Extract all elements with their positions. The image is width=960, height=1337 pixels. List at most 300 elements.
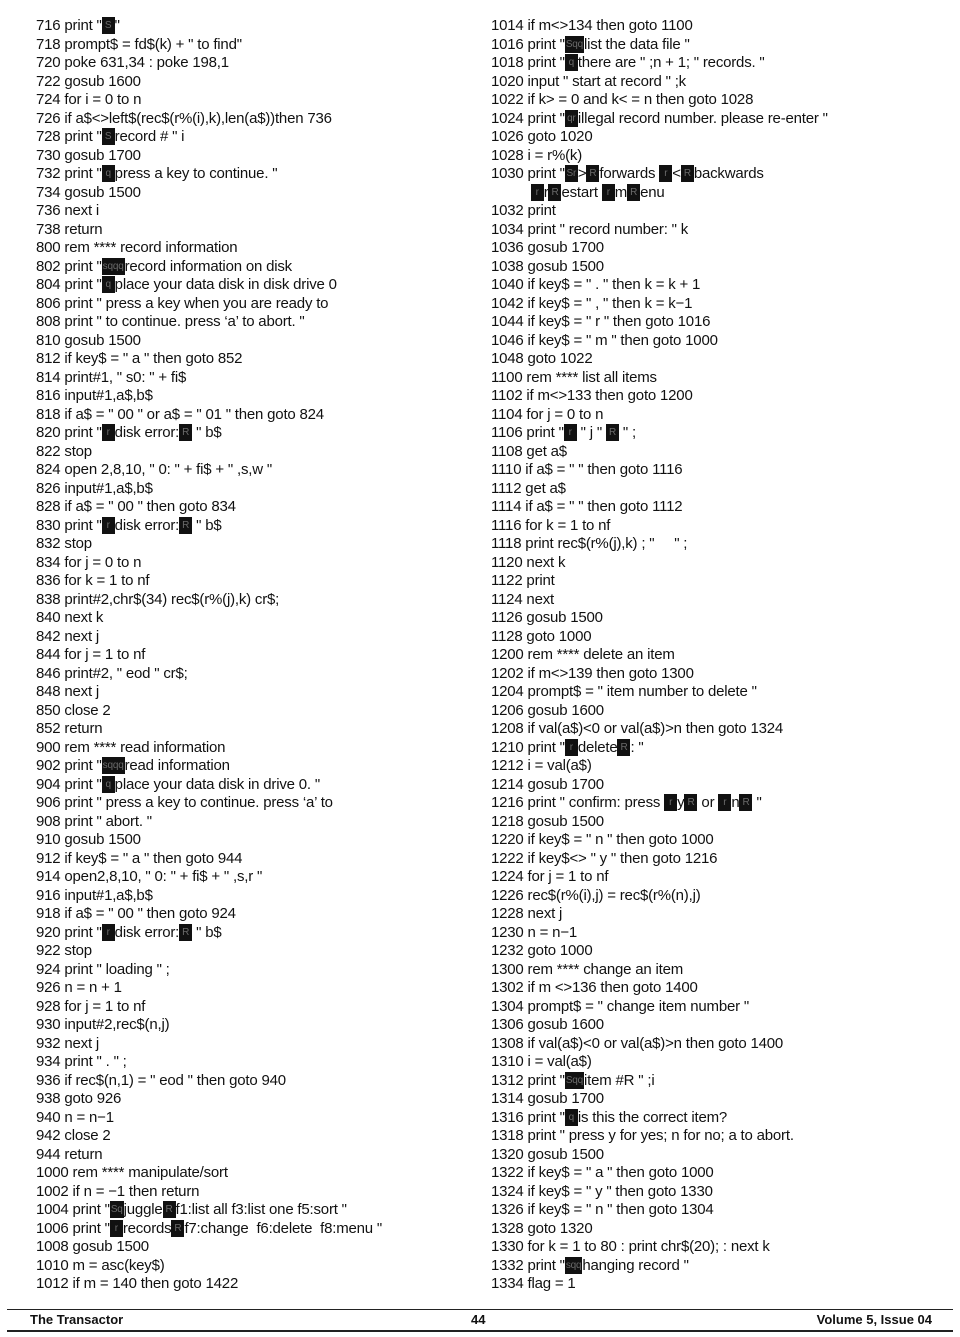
code-text: 1020 input " start at record " ;k — [491, 72, 686, 90]
code-text: 1106 print " — [491, 424, 564, 441]
code-text: disk error: — [114, 923, 180, 941]
code-text: disk error: — [114, 424, 180, 441]
code-text: 1330 for k = 1 to 80 : print chr$(20); : next k — [491, 1238, 770, 1255]
code-line — [491, 276, 931, 295]
code-line — [491, 1275, 931, 1294]
code-text: 734 gosub 1500 — [36, 183, 141, 201]
code-line — [36, 979, 466, 998]
code-text: 1126 gosub 1500 — [491, 609, 603, 626]
code-line — [36, 850, 466, 869]
code-text: read information — [124, 757, 230, 774]
control-char-glyph: R — [163, 1201, 176, 1218]
code-text: 1224 for j = 1 to nf — [491, 868, 609, 885]
code-line — [36, 221, 466, 240]
code-text: 722 gosub 1600 — [36, 72, 141, 90]
code-line — [36, 961, 466, 980]
code-text: 1014 if m<>134 then goto 1100 — [491, 17, 693, 34]
code-line — [491, 739, 931, 758]
code-text: 900 rem **** read information — [36, 738, 226, 756]
control-char-glyph: q — [565, 54, 578, 71]
code-text: 1120 next k — [491, 553, 566, 571]
code-text: 1016 print " — [491, 35, 565, 53]
code-line — [36, 942, 466, 961]
code-line — [491, 332, 931, 351]
code-text: there are " ;n + 1; " records. " — [577, 54, 765, 71]
code-text: " b$ — [192, 516, 222, 534]
code-text: > — [577, 165, 587, 182]
code-line — [491, 702, 931, 721]
code-line — [491, 443, 931, 462]
code-line — [491, 591, 931, 610]
control-char-glyph: Sqq — [565, 36, 584, 53]
code-line — [491, 1201, 931, 1220]
code-line — [491, 1220, 931, 1239]
control-char-glyph: r — [110, 1220, 123, 1237]
code-text: records — [122, 1219, 172, 1237]
code-text: 930 input#2,rec$(n,j) — [36, 1016, 170, 1033]
code-text: 1306 gosub 1600 — [491, 1016, 604, 1033]
code-line — [36, 1090, 466, 1109]
code-line — [36, 1275, 466, 1294]
code-line — [36, 702, 466, 721]
code-text: 1112 get a$ — [491, 479, 566, 497]
control-char-glyph: R — [179, 424, 192, 441]
code-line — [491, 461, 931, 480]
control-char-glyph: r — [718, 794, 731, 811]
control-char-glyph: r — [664, 794, 677, 811]
control-char-glyph: r — [602, 184, 615, 201]
code-line — [36, 54, 466, 73]
code-text: < — [672, 165, 681, 182]
code-line — [36, 1035, 466, 1054]
code-text: place your data disk in disk drive 0 — [114, 276, 337, 293]
code-text: 1114 if a$ = " " then goto 1112 — [491, 498, 683, 515]
code-text: 920 print " — [36, 923, 102, 941]
code-line — [36, 794, 466, 813]
code-text: 1110 if a$ = " " then goto 1116 — [491, 461, 683, 478]
footer-rule — [7, 1309, 953, 1310]
code-line — [491, 1183, 931, 1202]
code-line — [36, 147, 466, 166]
code-text: " — [114, 17, 120, 34]
code-line — [491, 239, 931, 258]
code-line — [491, 1238, 931, 1257]
code-line — [36, 535, 466, 554]
code-text: 810 gosub 1500 — [36, 331, 141, 349]
code-line — [491, 813, 931, 832]
code-text: 816 input#1,a$,b$ — [36, 387, 153, 404]
code-line — [491, 350, 931, 369]
code-text: 912 if key$ = " a " then goto 944 — [36, 849, 243, 867]
code-text: 826 input#1,a$,b$ — [36, 479, 153, 497]
code-text: 852 return — [36, 720, 103, 737]
code-line — [36, 1201, 466, 1220]
code-text: 836 for k = 1 to nf — [36, 572, 150, 589]
code-line — [36, 1053, 466, 1072]
code-text: 934 print " . " ; — [36, 1053, 127, 1070]
code-text: 834 for j = 0 to n — [36, 553, 142, 571]
code-line — [491, 924, 931, 943]
code-text: 940 n = n−1 — [36, 1108, 114, 1126]
code-text: 1042 if key$ = " , " then k = k−1 — [491, 294, 693, 312]
code-line — [36, 1257, 466, 1276]
code-line — [491, 1053, 931, 1072]
code-text: 824 open 2,8,10, " 0: " + fi$ + " ,s,w " — [36, 461, 272, 478]
code-text: 1210 print " — [491, 738, 565, 756]
code-line — [36, 128, 466, 147]
code-text: hanging record " — [582, 1256, 689, 1274]
code-line — [36, 776, 466, 795]
code-line — [36, 609, 466, 628]
code-line — [491, 794, 931, 813]
code-text: y — [677, 794, 685, 811]
code-text: 846 print#2, " eod " cr$; — [36, 664, 188, 682]
control-char-glyph: S — [102, 17, 115, 34]
code-line — [36, 443, 466, 462]
control-char-glyph: q — [102, 776, 115, 793]
code-text: " — [752, 794, 762, 811]
code-text: 842 next j — [36, 627, 100, 645]
code-text: 1318 print " press y for yes; n for no; a to abort. — [491, 1127, 794, 1144]
code-text: " j " — [576, 424, 606, 441]
code-line — [36, 646, 466, 665]
code-text: 806 print " press a key when you are ready to — [36, 294, 329, 312]
code-text: 1044 if key$ = " r " then goto 1016 — [491, 313, 711, 330]
code-line — [36, 1072, 466, 1091]
code-text: 1222 if key$<> " y " then goto 1216 — [491, 849, 718, 867]
code-line — [491, 1127, 931, 1146]
code-text: 1028 i = r%(k) — [491, 146, 582, 164]
code-line — [491, 683, 931, 702]
code-text: 1010 m = asc(key$) — [36, 1256, 165, 1274]
code-text: 1102 if m<>133 then goto 1200 — [491, 387, 693, 404]
code-line — [36, 332, 466, 351]
code-line — [491, 757, 931, 776]
code-line — [36, 110, 466, 129]
code-text: 726 if a$<>left$(rec$(r%(i),k),len(a$))then 736 — [36, 109, 332, 127]
control-char-glyph: r — [102, 924, 115, 941]
code-text: 916 input#1,a$,b$ — [36, 886, 153, 904]
code-line — [36, 998, 466, 1017]
code-text: 844 for j = 1 to nf — [36, 646, 146, 663]
control-char-glyph: r — [531, 184, 544, 201]
code-line — [491, 831, 931, 850]
code-text: 1326 if key$ = " n " then goto 1304 — [491, 1201, 714, 1218]
code-line — [491, 1257, 931, 1276]
code-text: 910 gosub 1500 — [36, 831, 141, 848]
code-text: 914 open2,8,10, " 0: " + fi$ + " ,s,r " — [36, 868, 263, 885]
code-text: 1124 next — [491, 590, 554, 608]
code-text: 724 for i = 0 to n — [36, 91, 142, 108]
code-text: 922 stop — [36, 942, 92, 959]
code-line — [36, 350, 466, 369]
code-line — [36, 313, 466, 332]
code-text: 926 n = n + 1 — [36, 979, 122, 996]
code-text: 1000 rem **** manipulate/sort — [36, 1164, 228, 1181]
control-char-glyph: r — [564, 424, 577, 441]
code-text: 848 next j — [36, 683, 100, 700]
code-text: forwards — [599, 165, 660, 182]
code-line — [36, 239, 466, 258]
code-text: 1038 gosub 1500 — [491, 257, 604, 275]
code-text: 1312 print " — [491, 1071, 565, 1089]
code-line — [491, 572, 931, 591]
code-line — [36, 572, 466, 591]
code-line — [491, 1146, 931, 1165]
code-text: 822 stop — [36, 442, 92, 460]
code-line — [36, 276, 466, 295]
control-char-glyph: r — [565, 739, 578, 756]
code-text: 1212 i = val(a$) — [491, 757, 592, 774]
code-text: is this the correct item? — [577, 1108, 728, 1126]
code-line — [491, 387, 931, 406]
code-text: 1202 if m<>139 then goto 1300 — [491, 664, 694, 682]
code-text: 1004 print " — [36, 1201, 110, 1218]
code-text: 1302 if m <>136 then goto 1400 — [491, 979, 698, 996]
code-line — [36, 369, 466, 388]
control-char-glyph: Sq — [110, 1201, 124, 1218]
code-line — [491, 646, 931, 665]
code-text: 938 goto 926 — [36, 1090, 122, 1107]
control-char-glyph: r — [102, 517, 115, 534]
code-line — [36, 165, 466, 184]
code-text: 1308 if val(a$)<0 or val(a$)>n then goto 1400 — [491, 1034, 784, 1052]
code-line — [36, 17, 466, 36]
code-text: 928 for j = 1 to nf — [36, 997, 146, 1015]
control-char-glyph: sqqq — [102, 757, 125, 774]
code-line — [36, 406, 466, 425]
code-text: 1026 goto 1020 — [491, 128, 593, 145]
code-text: 1314 gosub 1700 — [491, 1090, 604, 1107]
code-text: 800 rem **** record information — [36, 239, 238, 256]
code-line — [491, 165, 931, 184]
code-text: 1230 n = n−1 — [491, 923, 578, 941]
code-line — [36, 683, 466, 702]
code-text: 1046 if key$ = " m " then goto 1000 — [491, 331, 718, 349]
code-text: 1022 if k> = 0 and k< = n then goto 1028 — [491, 91, 754, 108]
code-line — [491, 406, 931, 425]
code-line — [36, 91, 466, 110]
code-text: 1104 for j = 0 to n — [491, 405, 604, 423]
code-text: 718 prompt$ = fd$(k) + " to find" — [36, 35, 242, 53]
code-text: f7:change f6:delete f8:menu " — [184, 1219, 383, 1237]
code-text: 1128 goto 1000 — [491, 627, 592, 645]
footer-rule — [7, 1330, 953, 1332]
code-line — [491, 868, 931, 887]
code-text: 1040 if key$ = " . " then k = k + 1 — [491, 276, 701, 293]
code-text: 1100 rem **** list all items — [491, 368, 657, 386]
code-line — [36, 720, 466, 739]
code-text: f1:list all f3:list one f5:sort " — [175, 1201, 347, 1218]
control-char-glyph: R — [171, 1220, 184, 1237]
code-line — [491, 91, 931, 110]
code-line — [36, 184, 466, 203]
code-text: 1108 get a$ — [491, 442, 567, 460]
code-line — [491, 424, 931, 443]
code-text: 1116 for k = 1 to nf — [491, 516, 611, 534]
code-text: 1048 goto 1022 — [491, 350, 593, 367]
control-char-glyph: R — [627, 184, 640, 201]
code-line — [491, 369, 931, 388]
code-line — [491, 17, 931, 36]
code-text: 1204 prompt$ = " item number to delete " — [491, 683, 757, 700]
code-text: 942 close 2 — [36, 1127, 111, 1144]
code-text: 838 print#2,chr$(34) rec$(r%(j),k) cr$; — [36, 590, 280, 608]
control-char-glyph: q — [565, 1109, 578, 1126]
code-line — [491, 979, 931, 998]
code-line — [491, 720, 931, 739]
code-text: 1226 rec$(r%(i),j) = rec$(r%(n),j) — [491, 886, 701, 904]
control-char-glyph: R — [586, 165, 599, 182]
code-line — [36, 813, 466, 832]
code-line — [36, 517, 466, 536]
code-text: : " — [630, 738, 644, 756]
code-text: r — [543, 183, 549, 201]
code-line — [491, 498, 931, 517]
code-text: 1030 print " — [491, 165, 565, 182]
code-line — [36, 628, 466, 647]
footer-page-number: 44 — [471, 1312, 486, 1327]
code-line — [36, 1109, 466, 1128]
code-line — [491, 850, 931, 869]
code-line — [36, 461, 466, 480]
control-char-glyph: R — [739, 794, 752, 811]
code-line — [491, 887, 931, 906]
code-line — [36, 1220, 466, 1239]
code-text: 1006 print " — [36, 1219, 110, 1237]
code-text: estart — [561, 183, 602, 201]
control-char-glyph: r — [659, 165, 672, 182]
code-text: 1218 gosub 1500 — [491, 812, 604, 830]
code-text: 720 poke 631,34 : poke 198,1 — [36, 54, 229, 71]
code-text: 944 return — [36, 1145, 103, 1163]
control-char-glyph: S — [102, 128, 115, 145]
code-line — [36, 480, 466, 499]
code-text: 1034 print " record number: " k — [491, 220, 689, 238]
code-line — [491, 961, 931, 980]
code-line — [36, 665, 466, 684]
code-text: 802 print " — [36, 257, 102, 275]
code-line — [491, 609, 931, 628]
code-line — [491, 998, 931, 1017]
code-line — [491, 110, 931, 129]
code-line — [491, 73, 931, 92]
code-text: 1036 gosub 1700 — [491, 239, 604, 256]
code-line — [491, 1090, 931, 1109]
control-char-glyph: R — [617, 739, 630, 756]
code-text: juggle — [123, 1201, 163, 1218]
code-text: 808 print " to continue. press ‘a’ to abort. " — [36, 313, 305, 330]
code-text: 812 if key$ = " a " then goto 852 — [36, 350, 243, 367]
code-text: 1208 if val(a$)<0 or val(a$)>n then goto 1324 — [491, 720, 784, 737]
footer-issue: Volume 5, Issue 04 — [816, 1312, 932, 1327]
code-line — [36, 887, 466, 906]
control-char-glyph: sqq — [565, 1257, 583, 1274]
code-line — [491, 295, 931, 314]
code-line — [491, 1016, 931, 1035]
code-text: 902 print " — [36, 757, 102, 774]
code-text: 908 print " abort. " — [36, 812, 152, 830]
code-text: 850 close 2 — [36, 701, 111, 719]
code-text: 1310 i = val(a$) — [491, 1053, 592, 1070]
code-line — [491, 1109, 931, 1128]
code-line — [491, 1072, 931, 1091]
code-line — [36, 831, 466, 850]
code-text: 1232 goto 1000 — [491, 942, 593, 959]
code-text: 1018 print " — [491, 54, 565, 71]
listing-column-right — [491, 17, 931, 1294]
footer-magazine-title: The Transactor — [30, 1312, 124, 1327]
code-text: n — [731, 794, 740, 811]
code-text: 906 print " press a key to continue. press ‘a’ to — [36, 794, 333, 811]
code-text: 1320 gosub 1500 — [491, 1145, 604, 1163]
code-text: illegal record number. please re-enter " — [577, 109, 828, 127]
code-line — [491, 128, 931, 147]
code-text: list the data file " — [584, 35, 690, 53]
control-char-glyph: Sqq — [565, 1072, 584, 1089]
code-line — [491, 665, 931, 684]
code-text: 804 print " — [36, 276, 102, 293]
listing-column-left — [36, 17, 466, 1294]
control-char-glyph: q — [102, 276, 115, 293]
code-line — [36, 387, 466, 406]
code-line — [36, 498, 466, 517]
code-text: 738 return — [36, 220, 103, 238]
code-line — [36, 1238, 466, 1257]
control-char-glyph: R — [548, 184, 561, 201]
code-text: 1322 if key$ = " a " then goto 1000 — [491, 1164, 714, 1181]
code-text: 1122 print — [491, 572, 555, 589]
code-line — [36, 36, 466, 55]
code-text: 1024 print " — [491, 109, 565, 127]
code-text: 1328 goto 1320 — [491, 1219, 593, 1237]
control-char-glyph: R — [684, 794, 697, 811]
code-text: 1332 print " — [491, 1256, 565, 1274]
code-line — [491, 258, 931, 277]
code-text: 1008 gosub 1500 — [36, 1238, 149, 1255]
code-line — [36, 924, 466, 943]
control-char-glyph: qr — [565, 110, 578, 127]
code-text: 1220 if key$ = " n " then goto 1000 — [491, 831, 714, 848]
code-line — [36, 258, 466, 277]
code-line — [491, 480, 931, 499]
code-text: or — [697, 794, 719, 811]
control-char-glyph: sqqq — [102, 258, 125, 275]
code-text: 904 print " — [36, 775, 102, 793]
code-text: 736 next i — [36, 202, 100, 219]
code-text: 730 gosub 1700 — [36, 146, 141, 164]
code-line — [36, 1127, 466, 1146]
code-text: 932 next j — [36, 1034, 100, 1052]
control-char-glyph: r — [102, 424, 115, 441]
code-text: 832 stop — [36, 535, 92, 552]
code-line — [36, 1146, 466, 1165]
code-text: 1334 flag = 1 — [491, 1275, 576, 1292]
code-text: 728 print " — [36, 128, 102, 145]
code-line — [491, 517, 931, 536]
code-text: 1032 print — [491, 202, 556, 219]
code-text: item #R " ;i — [584, 1071, 655, 1089]
code-line — [36, 739, 466, 758]
code-text: 814 print#1, " s0: " + fi$ — [36, 368, 187, 386]
code-line — [491, 147, 931, 166]
code-text: record information on disk — [124, 257, 292, 275]
control-char-glyph: R — [179, 517, 192, 534]
code-line — [36, 424, 466, 443]
code-text: 1316 print " — [491, 1108, 565, 1126]
code-text: 820 print " — [36, 424, 102, 441]
code-line — [36, 554, 466, 573]
